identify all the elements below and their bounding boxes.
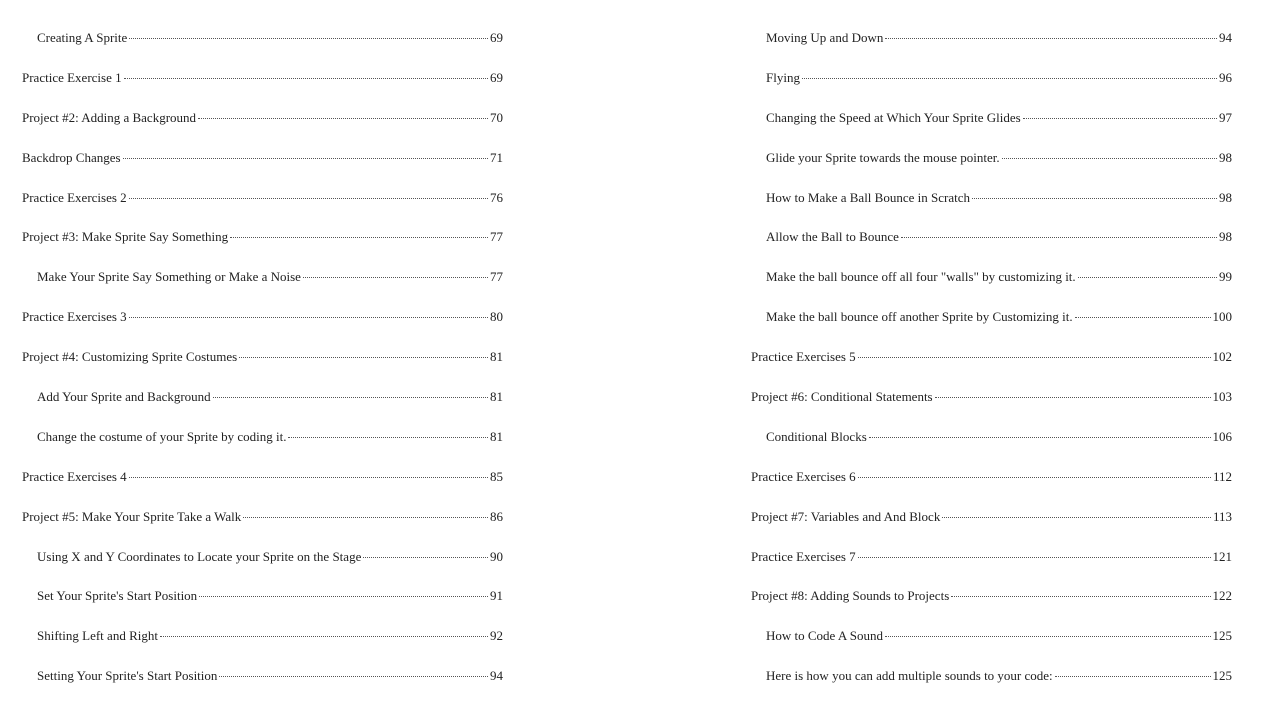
toc-entry[interactable] [22,457,503,497]
dot-leader [160,636,488,637]
dot-leader [219,676,488,677]
dot-leader [1075,317,1211,318]
toc-entry-title: Allow the Ball to Bounce [766,229,899,245]
dot-leader [129,38,488,39]
toc-entry[interactable] [751,257,1232,297]
dot-leader [129,317,488,318]
toc-entry-page-number: 70 [490,109,503,125]
toc-entry-page-number: 97 [1219,109,1232,125]
toc-entry-page-number: 98 [1219,149,1232,165]
dot-leader [243,517,488,518]
toc-entry[interactable] [751,18,1232,58]
toc-entry[interactable] [22,18,503,58]
toc-entry[interactable] [22,217,503,257]
toc-entry-title: Creating A Sprite [37,30,128,45]
toc-entry-page-number: 80 [490,309,503,325]
toc-entry-title: Project #4: Customizing Sprite Costumes [22,349,238,365]
dot-leader [1023,118,1217,119]
toc-entry[interactable] [22,98,503,138]
dot-leader [129,477,488,478]
toc-entry-page-number: 125 [1212,668,1232,684]
dot-leader [123,158,488,159]
toc-entry-page-number: 122 [1212,588,1232,604]
toc-entry-title: Conditional Blocks [766,428,867,444]
toc-entry[interactable] [22,257,503,297]
toc-entry-title: Flying [766,69,800,85]
toc-entry[interactable] [22,178,503,218]
toc-entry[interactable] [751,58,1232,98]
toc-entry[interactable] [22,337,503,377]
toc-entry[interactable] [22,576,503,616]
toc-entry-title: How to Code A Sound [766,628,884,644]
dot-leader [239,357,488,358]
toc-entry-page-number: 98 [1219,189,1232,205]
toc-entry-page-number: 77 [490,229,503,245]
toc-entry-page-number: 112 [1212,468,1232,484]
dot-leader [363,557,488,558]
dot-leader [951,596,1210,597]
toc-entry[interactable] [22,417,503,457]
toc-entry-title: How to Make a Ball Bounce in Scratch [766,189,970,205]
toc-entry-title: Here is how you can add multiple sounds to your code: [766,668,1053,684]
toc-entry-page-number: 81 [490,389,503,405]
toc-entry-page-number: 69 [490,69,503,85]
toc-entry-title: Project #7: Variables and And Block [751,508,941,524]
toc-entry[interactable] [751,457,1232,497]
dot-leader [198,118,488,119]
toc-entry[interactable] [751,178,1232,218]
dot-leader [885,636,1210,637]
toc-entry-page-number: 125 [1212,628,1232,644]
toc-entry-title: Changing the Speed at Which Your Sprite Glides [766,109,1021,125]
right-toc-page [751,18,1232,696]
left-toc-list [22,18,503,696]
toc-entry[interactable] [22,656,503,696]
toc-entry-page-number: 94 [490,668,503,684]
toc-entry-page-number: 71 [490,149,503,165]
toc-entry-page-number: 102 [1212,349,1232,365]
toc-entry[interactable] [751,417,1232,457]
toc-entry-page-number: 90 [490,548,503,564]
dot-leader [1002,158,1217,159]
toc-entry-page-number: 113 [1212,508,1232,524]
toc-entry-title: Make the ball bounce off all four "walls" by customizing it. [766,269,1076,285]
toc-entry[interactable] [751,98,1232,138]
dot-leader [972,198,1217,199]
toc-entry-page-number: 76 [490,189,503,205]
toc-entry-page-number: 99 [1219,269,1232,285]
toc-entry-page-number: 92 [490,628,503,644]
toc-entry-title: Shifting Left and Right [37,628,158,644]
toc-entry-title: Make the ball bounce off another Sprite by Customizing it. [766,309,1073,325]
dot-leader [1055,676,1211,677]
toc-entry[interactable] [751,537,1232,577]
toc-entry[interactable] [751,297,1232,337]
toc-entry-title: Set Your Sprite's Start Position [37,588,198,604]
toc-entry[interactable] [751,497,1232,537]
toc-entry-page-number: 81 [490,428,503,444]
toc-entry-page-number: 121 [1212,548,1232,564]
toc-entry-page-number: 69 [490,30,503,45]
dot-leader [885,38,1217,39]
toc-entry-page-number: 94 [1219,30,1232,45]
toc-entry[interactable] [22,616,503,656]
toc-entry-title: Project #2: Adding a Background [22,109,197,125]
toc-entry-title: Change the costume of your Sprite by coding it. [37,428,287,444]
dot-leader [199,596,488,597]
toc-entry-title: Project #3: Make Sprite Say Something [22,229,229,245]
toc-entry[interactable] [751,138,1232,178]
toc-entry[interactable] [751,576,1232,616]
toc-entry[interactable] [22,377,503,417]
dot-leader [1078,277,1217,278]
toc-entry[interactable] [22,138,503,178]
toc-entry-title: Setting Your Sprite's Start Position [37,668,218,684]
dot-leader [858,477,1211,478]
toc-entry-title: Practice Exercises 5 [751,349,856,365]
dot-leader [901,237,1217,238]
dot-leader [288,437,488,438]
toc-entry-title: Practice Exercises 6 [751,468,856,484]
dot-leader [230,237,488,238]
toc-entry-page-number: 81 [490,349,503,365]
toc-entry-page-number: 96 [1219,69,1232,85]
toc-entry-title: Project #8: Adding Sounds to Projects [751,588,950,604]
dot-leader [869,437,1211,438]
right-toc-list [751,18,1232,696]
dot-leader [858,357,1211,358]
toc-entry[interactable] [751,656,1232,696]
toc-entry-page-number: 103 [1212,389,1232,405]
left-toc-page [22,18,503,696]
toc-entry-title: Practice Exercise 1 [22,69,122,85]
toc-entry-page-number: 77 [490,269,503,285]
dot-leader [213,397,488,398]
dot-leader [858,557,1211,558]
toc-entry-title: Project #6: Conditional Statements [751,389,933,405]
toc-entry-title: Practice Exercises 7 [751,548,856,564]
toc-entry-page-number: 86 [490,508,503,524]
toc-entry-title: Practice Exercises 4 [22,468,127,484]
toc-entry[interactable] [22,58,503,98]
toc-entry-title: Practice Exercises 3 [22,309,127,325]
toc-entry-page-number: 91 [490,588,503,604]
dot-leader [129,198,488,199]
toc-entry-page-number: 100 [1212,309,1232,325]
toc-entry[interactable] [22,497,503,537]
dot-leader [303,277,488,278]
toc-entry-page-number: 85 [490,468,503,484]
toc-entry-title: Glide your Sprite towards the mouse pointer. [766,149,1000,165]
toc-entry[interactable] [22,537,503,577]
dot-leader [942,517,1211,518]
toc-entry-page-number: 106 [1212,428,1232,444]
toc-entry-title: Using X and Y Coordinates to Locate your Sprite on the Stage [37,548,362,564]
toc-entry-title: Add Your Sprite and Background [37,389,211,405]
toc-entry-title: Project #5: Make Your Sprite Take a Walk [22,508,242,524]
dot-leader [935,397,1211,398]
toc-entry-title: Moving Up and Down [766,30,884,45]
dot-leader [124,78,488,79]
dot-leader [802,78,1217,79]
toc-entry[interactable] [751,616,1232,656]
toc-entry[interactable] [751,217,1232,257]
toc-entry[interactable] [751,377,1232,417]
toc-entry[interactable] [22,297,503,337]
toc-entry-page-number: 98 [1219,229,1232,245]
toc-entry-title: Practice Exercises 2 [22,189,127,205]
toc-entry[interactable] [751,337,1232,377]
toc-entry-title: Make Your Sprite Say Something or Make a Noise [37,269,301,285]
toc-entry-title: Backdrop Changes [22,149,121,165]
